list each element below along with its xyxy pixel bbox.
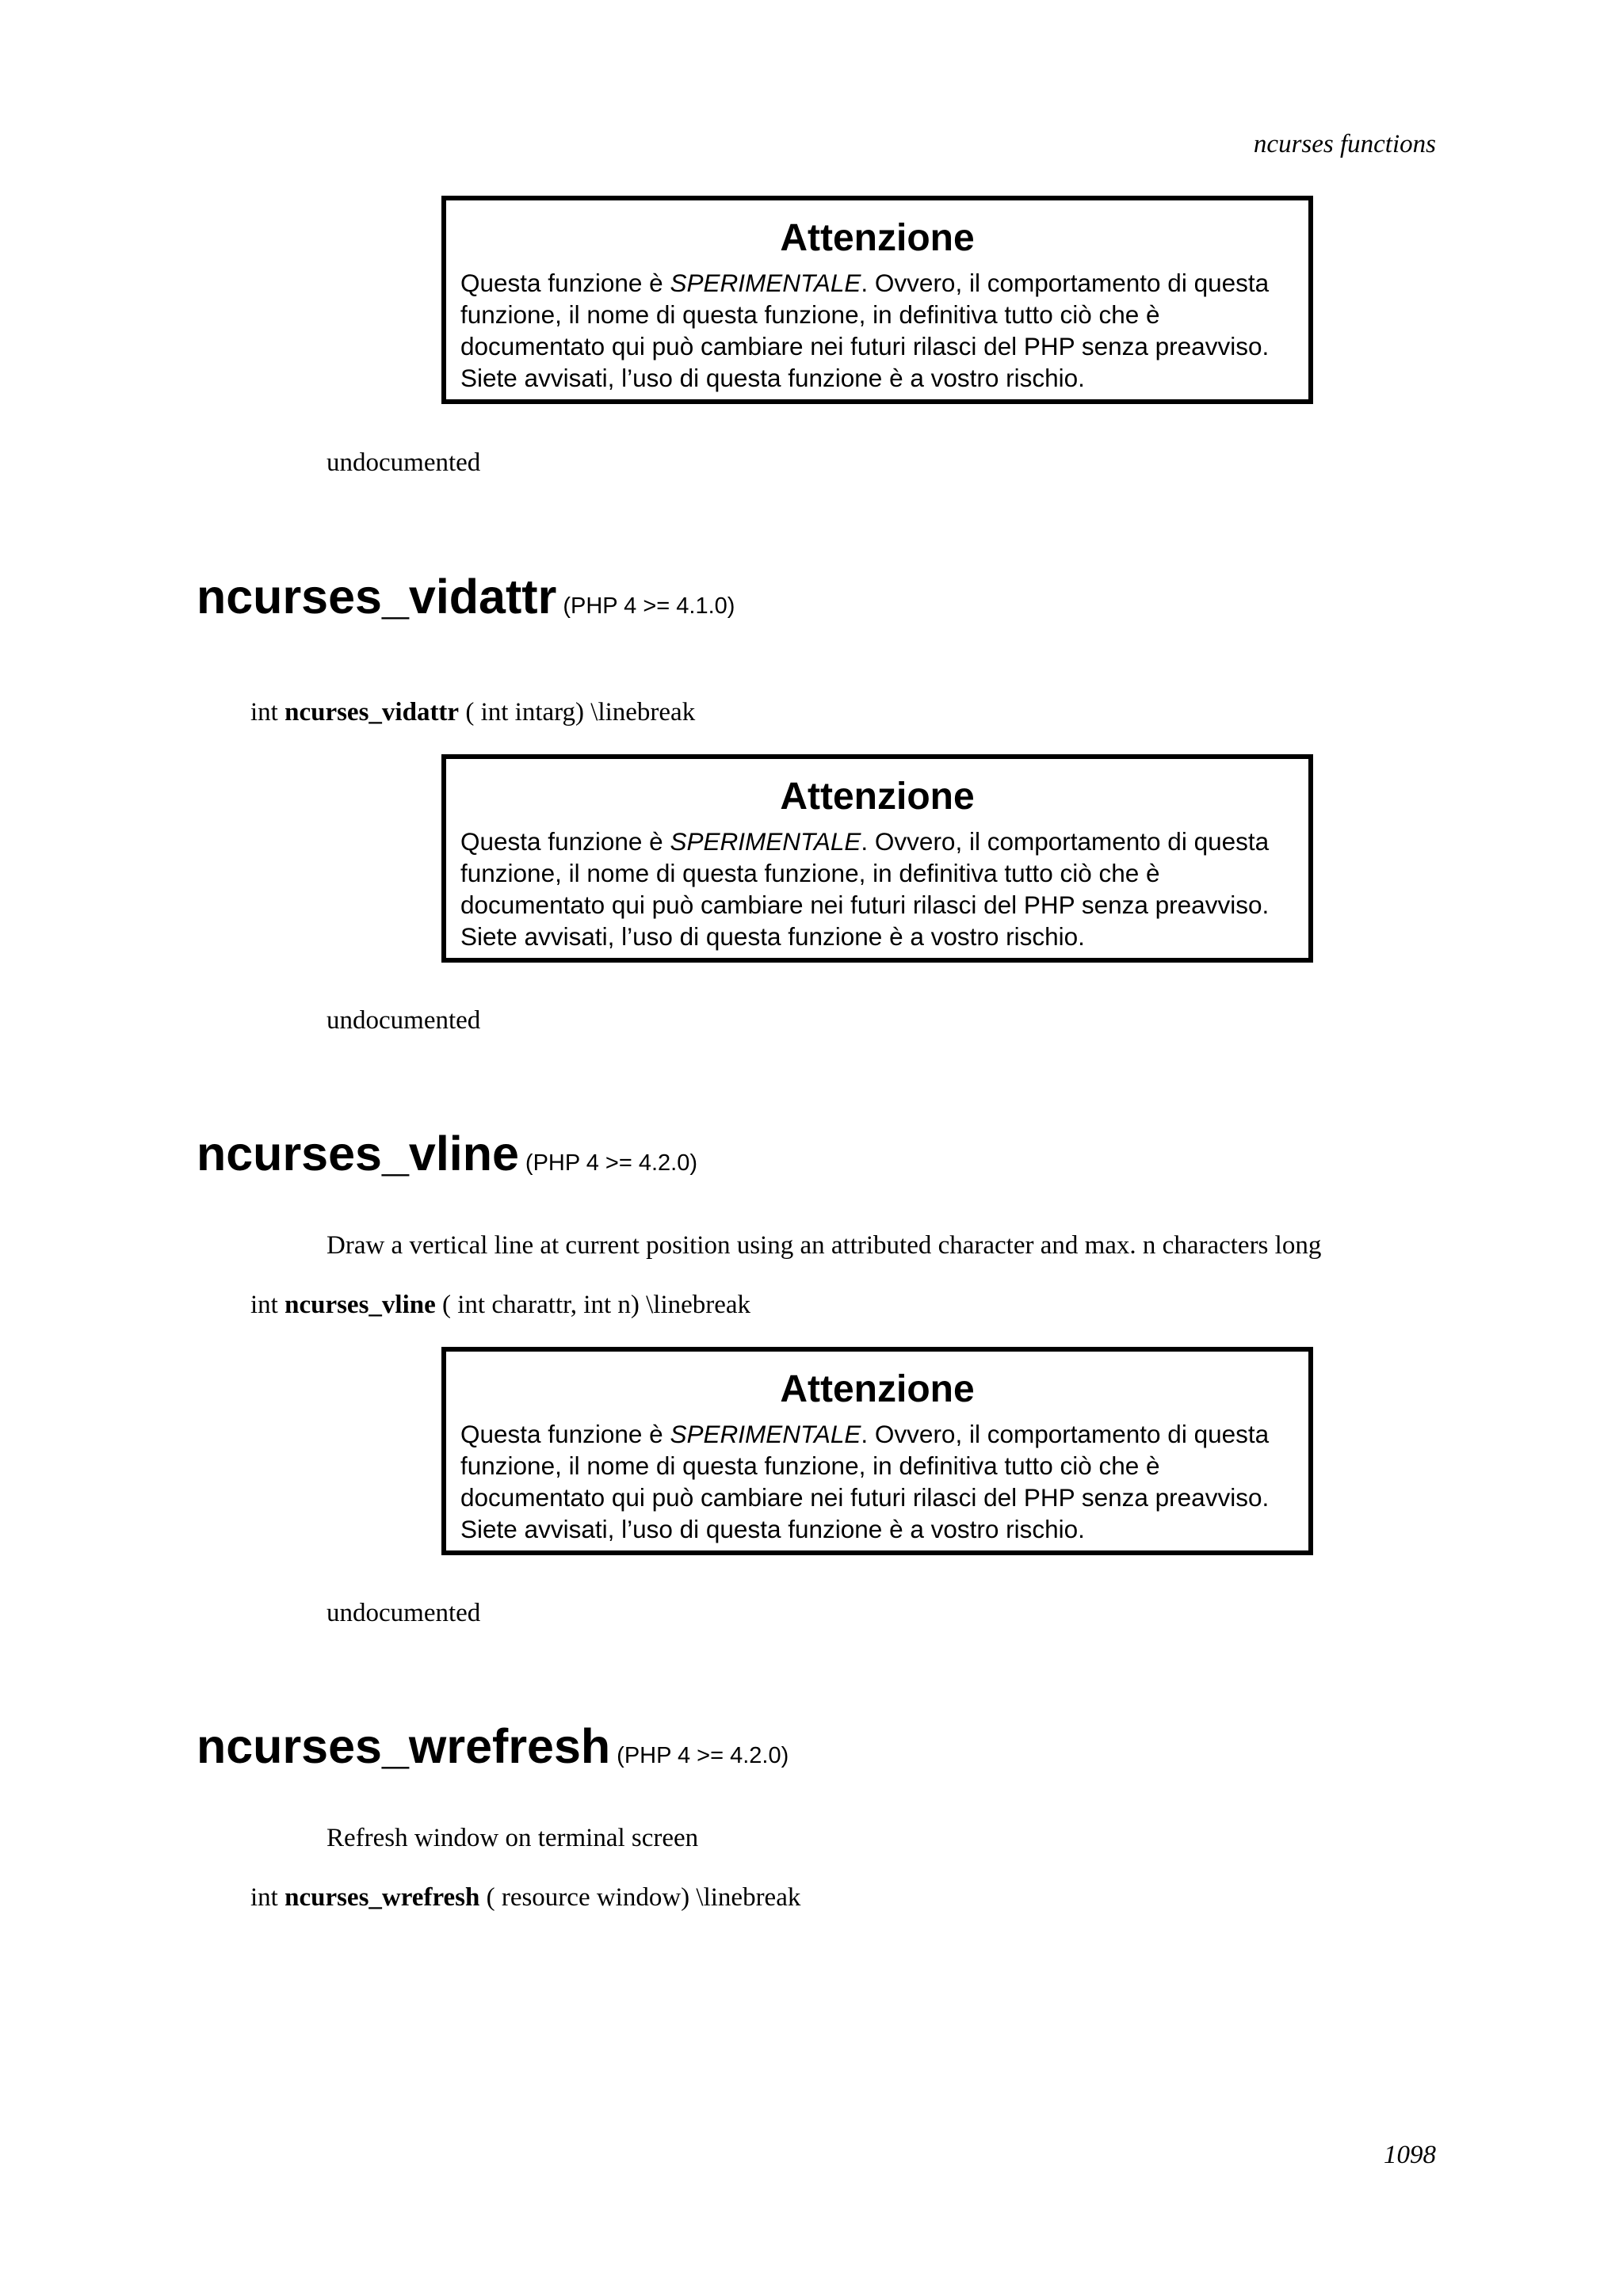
function-name: ncurses_vline (197, 1127, 519, 1180)
synopsis-arguments: ( int intarg) \linebreak (459, 698, 696, 727)
warning-text-rest: . Ovvero, il comportamento di questa funzione, il nome di questa funzione, in definitiva tutto ciò che è documentato qui può cambiare nei futuri rilasci del PHP senza preavviso. Siete avvisati, l’uso di questa funzione è a vostro rischio. (460, 269, 1270, 392)
page-number: 1098 (1384, 2141, 1436, 2169)
warning-text (446, 1418, 1308, 1545)
running-header: ncurses functions (1253, 130, 1436, 158)
warning-text-rest: . Ovvero, il comportamento di questa funzione, il nome di questa funzione, in definitiva tutto ciò che è documentato qui può cambiare nei futuri rilasci del PHP senza preavviso. Siete avvisati, l’uso di questa funzione è a vostro rischio. (460, 1420, 1270, 1543)
warning-title: Attenzione (780, 217, 975, 259)
undocumented-note: undocumented (327, 1006, 481, 1035)
synopsis-return-type: int (250, 1883, 285, 1912)
function-version: (PHP 4 >= 4.2.0) (617, 1743, 789, 1768)
synopsis-arguments: ( resource window) \linebreak (479, 1883, 801, 1912)
warning-text (446, 826, 1308, 952)
undocumented-note: undocumented (327, 1599, 481, 1627)
warning-text-start: Questa funzione è (460, 269, 670, 297)
function-version: (PHP 4 >= 4.2.0) (525, 1150, 697, 1176)
warning-box (441, 754, 1313, 963)
function-description: Refresh window on terminal screen (327, 1824, 699, 1852)
synopsis-return-type: int (250, 698, 285, 727)
function-description: Draw a vertical line at current position using an attributed character and max. n characters long (327, 1231, 1322, 1260)
warning-text (446, 267, 1308, 394)
function-version: (PHP 4 >= 4.1.0) (563, 593, 735, 619)
warning-text-emphasis: SPERIMENTALE (670, 269, 861, 297)
warning-box (441, 196, 1313, 404)
synopsis-function-name: ncurses_vline (285, 1291, 436, 1319)
function-heading (197, 569, 735, 624)
function-heading (197, 1126, 697, 1181)
warning-text-emphasis: SPERIMENTALE (670, 827, 861, 856)
function-name: ncurses_vidattr (197, 570, 557, 624)
synopsis-return-type: int (250, 1291, 285, 1319)
undocumented-note: undocumented (327, 448, 481, 477)
warning-title: Attenzione (780, 1368, 975, 1410)
synopsis-arguments: ( int charattr, int n) \linebreak (435, 1291, 751, 1319)
warning-box (441, 1347, 1313, 1555)
warning-text-emphasis: SPERIMENTALE (670, 1420, 861, 1448)
warning-text-rest: . Ovvero, il comportamento di questa funzione, il nome di questa funzione, in definitiva tutto ciò che è documentato qui può cambiare nei futuri rilasci del PHP senza preavviso. Siete avvisati, l’uso di questa funzione è a vostro rischio. (460, 827, 1270, 951)
warning-text-start: Questa funzione è (460, 1420, 670, 1448)
function-name: ncurses_wrefresh (197, 1719, 611, 1773)
warning-text-start: Questa funzione è (460, 827, 670, 856)
warning-title: Attenzione (780, 776, 975, 818)
function-heading (197, 1718, 789, 1774)
function-synopsis (250, 1289, 750, 1321)
synopsis-function-name: ncurses_wrefresh (285, 1883, 480, 1912)
synopsis-function-name: ncurses_vidattr (285, 698, 460, 727)
function-synopsis (250, 1882, 800, 1913)
function-synopsis (250, 696, 695, 728)
